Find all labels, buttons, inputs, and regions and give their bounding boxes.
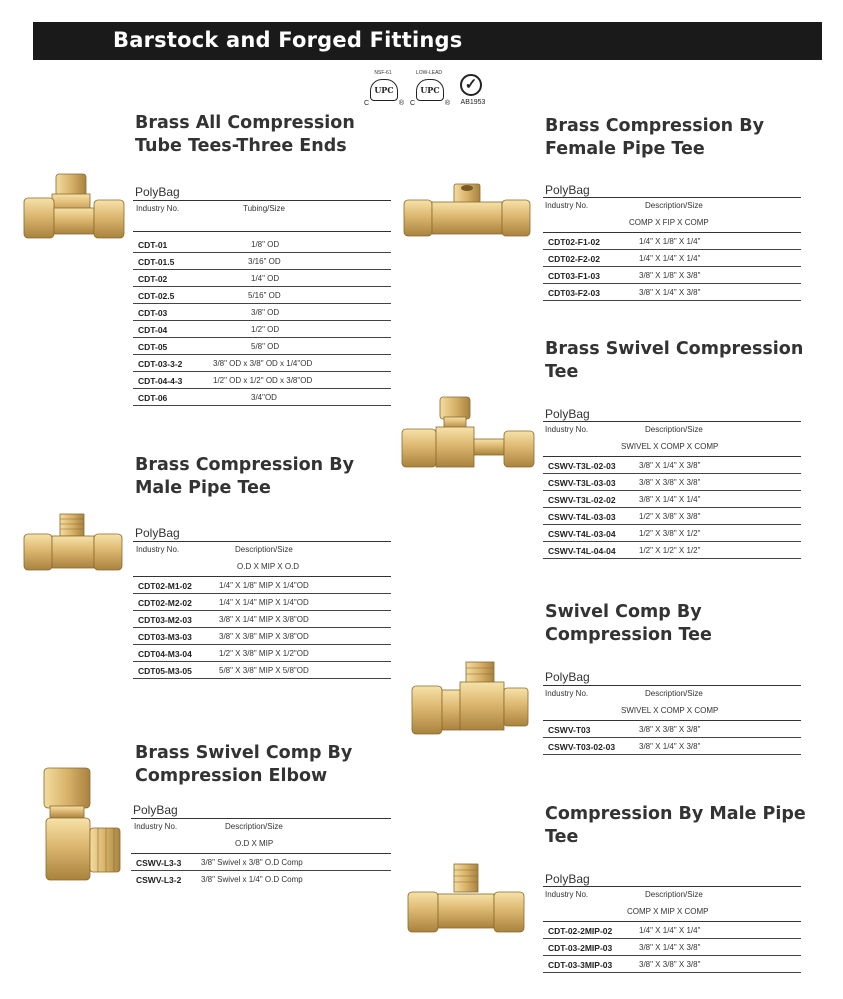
header-banner <box>33 22 822 60</box>
table-row: CDT-02.5 5/16" OD <box>133 287 391 304</box>
table-row: CDT-02-2MIP-02 1/4" X 1/4" X 1/4" <box>543 922 801 939</box>
table-row: CDT-01 1/8" OD <box>133 236 391 253</box>
table-header: Industry No. Description/Size O.D X MIP <box>131 818 391 854</box>
table-row: CDT-06 3/4"OD <box>133 389 391 406</box>
swivel-comp-elbow-image <box>40 766 126 884</box>
table-male-pipe-tee <box>133 541 391 679</box>
table-row: CSWV-T3L-03-03 3/8" X 3/8" X 3/8" <box>543 474 801 491</box>
swivel-comp-tee-image <box>410 660 532 738</box>
female-pipe-tee-image <box>402 182 532 244</box>
table-row: CSWV-T03-02-03 3/8" X 1/4" X 3/8" <box>543 738 801 755</box>
packaging-label: PolyBag <box>545 872 590 886</box>
table-row: CDT03-M2-03 3/8" X 1/4" MIP X 3/8"OD <box>133 611 391 628</box>
section-title-swivel-compression-tee: Brass Swivel Compression Tee <box>545 339 804 382</box>
checkmark-icon: ✓ <box>460 74 482 96</box>
packaging-label: PolyBag <box>545 183 590 197</box>
table-row: CDT-04-4-3 1/2" OD x 1/2" OD x 3/8"OD <box>133 372 391 389</box>
section-title-compression-male-pipe-tee: Compression By Male Pipe Tee <box>545 804 806 847</box>
table-row: CDT02-M2-02 1/4" X 1/4" MIP X 1/4"OD <box>133 594 391 611</box>
table-row: CDT03-M3-03 3/8" X 3/8" MIP X 3/8"OD <box>133 628 391 645</box>
table-row: CDT05-M3-05 5/8" X 3/8" MIP X 5/8"OD <box>133 662 391 679</box>
table-row: CDT-03-2MIP-03 3/8" X 1/4" X 3/8" <box>543 939 801 956</box>
table-row: CDT-03-3-2 3/8" OD x 3/8" OD x 1/4"OD <box>133 355 391 372</box>
packaging-label: PolyBag <box>133 803 178 817</box>
packaging-label: PolyBag <box>135 185 180 199</box>
table-header: Industry No. Description/Size SWIVEL X COMP X COMP <box>543 421 801 457</box>
table-swivel-comp-tee <box>543 685 801 755</box>
section-title-compression-tube-tees: Brass All Compression Tube Tees-Three Ends <box>135 113 355 156</box>
table-row: CSWV-T3L-02-03 3/8" X 1/4" X 3/8" <box>543 457 801 474</box>
table-row: CDT02-M1-02 1/4" X 1/8" MIP X 1/4"OD <box>133 577 391 594</box>
section-title-female-pipe-tee: Brass Compression By Female Pipe Tee <box>545 116 764 159</box>
table-row: CSWV-T3L-02-02 3/8" X 1/4" X 1/4" <box>543 491 801 508</box>
certification-marks <box>362 70 492 120</box>
male-pipe-tee-image <box>22 512 126 576</box>
table-row: CDT03-F2-03 3/8" X 1/4" X 3/8" <box>543 284 801 301</box>
table-row: CDT03-F1-03 3/8" X 1/8" X 3/8" <box>543 267 801 284</box>
compression-male-pipe-tee-image <box>406 862 528 936</box>
table-row: CSWV-L3-2 3/8" Swivel x 1/4" O.D Comp <box>136 875 303 885</box>
table-row: CDT-02 1/4" OD <box>133 270 391 287</box>
section-title-swivel-comp-tee: Swivel Comp By Compression Tee <box>545 602 712 645</box>
table-header: Industry No. Description/Size O.D X MIP X O.D <box>133 541 391 577</box>
packaging-label: PolyBag <box>545 670 590 684</box>
table-compression-tube-tees <box>133 200 391 406</box>
table-female-pipe-tee <box>543 197 801 301</box>
packaging-label: PolyBag <box>545 407 590 421</box>
page-title: Barstock and Forged Fittings <box>113 28 463 52</box>
section-title-swivel-comp-elbow: Brass Swivel Comp By Compression Elbow <box>135 743 353 786</box>
swivel-compression-tee-image <box>400 395 538 473</box>
lowlead-upc-mark: LOW-LEAD UPC C ® <box>410 70 450 107</box>
table-row: CSWV-T4L-03-03 1/2" X 3/8" X 3/8" <box>543 508 801 525</box>
section-title-male-pipe-tee: Brass Compression By Male Pipe Tee <box>135 455 354 498</box>
table-row: CSWV-T03 3/8" X 3/8" X 3/8" <box>543 721 801 738</box>
table-row: CSWV-L3-3 3/8" Swivel x 3/8" O.D Comp <box>131 854 391 871</box>
table-header: Industry No. Description/Size COMP X FIP X COMP <box>543 197 801 233</box>
table-header: Industry No. Description/Size COMP X MIP X COMP <box>543 886 801 922</box>
table-row: CDT04-M3-04 1/2" X 3/8" MIP X 1/2"OD <box>133 645 391 662</box>
table-row: CDT-03 3/8" OD <box>133 304 391 321</box>
table-row: CSWV-T4L-04-04 1/2" X 1/2" X 1/2" <box>543 542 801 559</box>
packaging-label: PolyBag <box>135 526 180 540</box>
table-header: Industry No. Description/Size SWIVEL X COMP X COMP <box>543 685 801 721</box>
table-row: CDT-03-3MIP-03 3/8" X 3/8" X 3/8" <box>543 956 801 973</box>
table-row: CDT-01.5 3/16" OD <box>133 253 391 270</box>
table-header: Industry No. Tubing/Size <box>133 200 391 232</box>
table-row: CDT-04 1/2" OD <box>133 321 391 338</box>
table-swivel-compression-tee <box>543 421 801 559</box>
compression-tee-image <box>22 170 128 250</box>
nsf-upc-mark: NSF-61 UPC C ® <box>364 70 404 107</box>
table-row: CSWV-T4L-03-04 1/2" X 3/8" X 1/2" <box>543 525 801 542</box>
table-row: CDT02-F1-02 1/4" X 1/8" X 1/4" <box>543 233 801 250</box>
table-swivel-comp-elbow <box>131 818 391 888</box>
table-row: CDT-05 5/8" OD <box>133 338 391 355</box>
table-row: CDT02-F2-02 1/4" X 1/4" X 1/4" <box>543 250 801 267</box>
table-compression-male-pipe-tee <box>543 886 801 973</box>
ab1953-mark: ✓ AB1953 <box>460 76 486 106</box>
